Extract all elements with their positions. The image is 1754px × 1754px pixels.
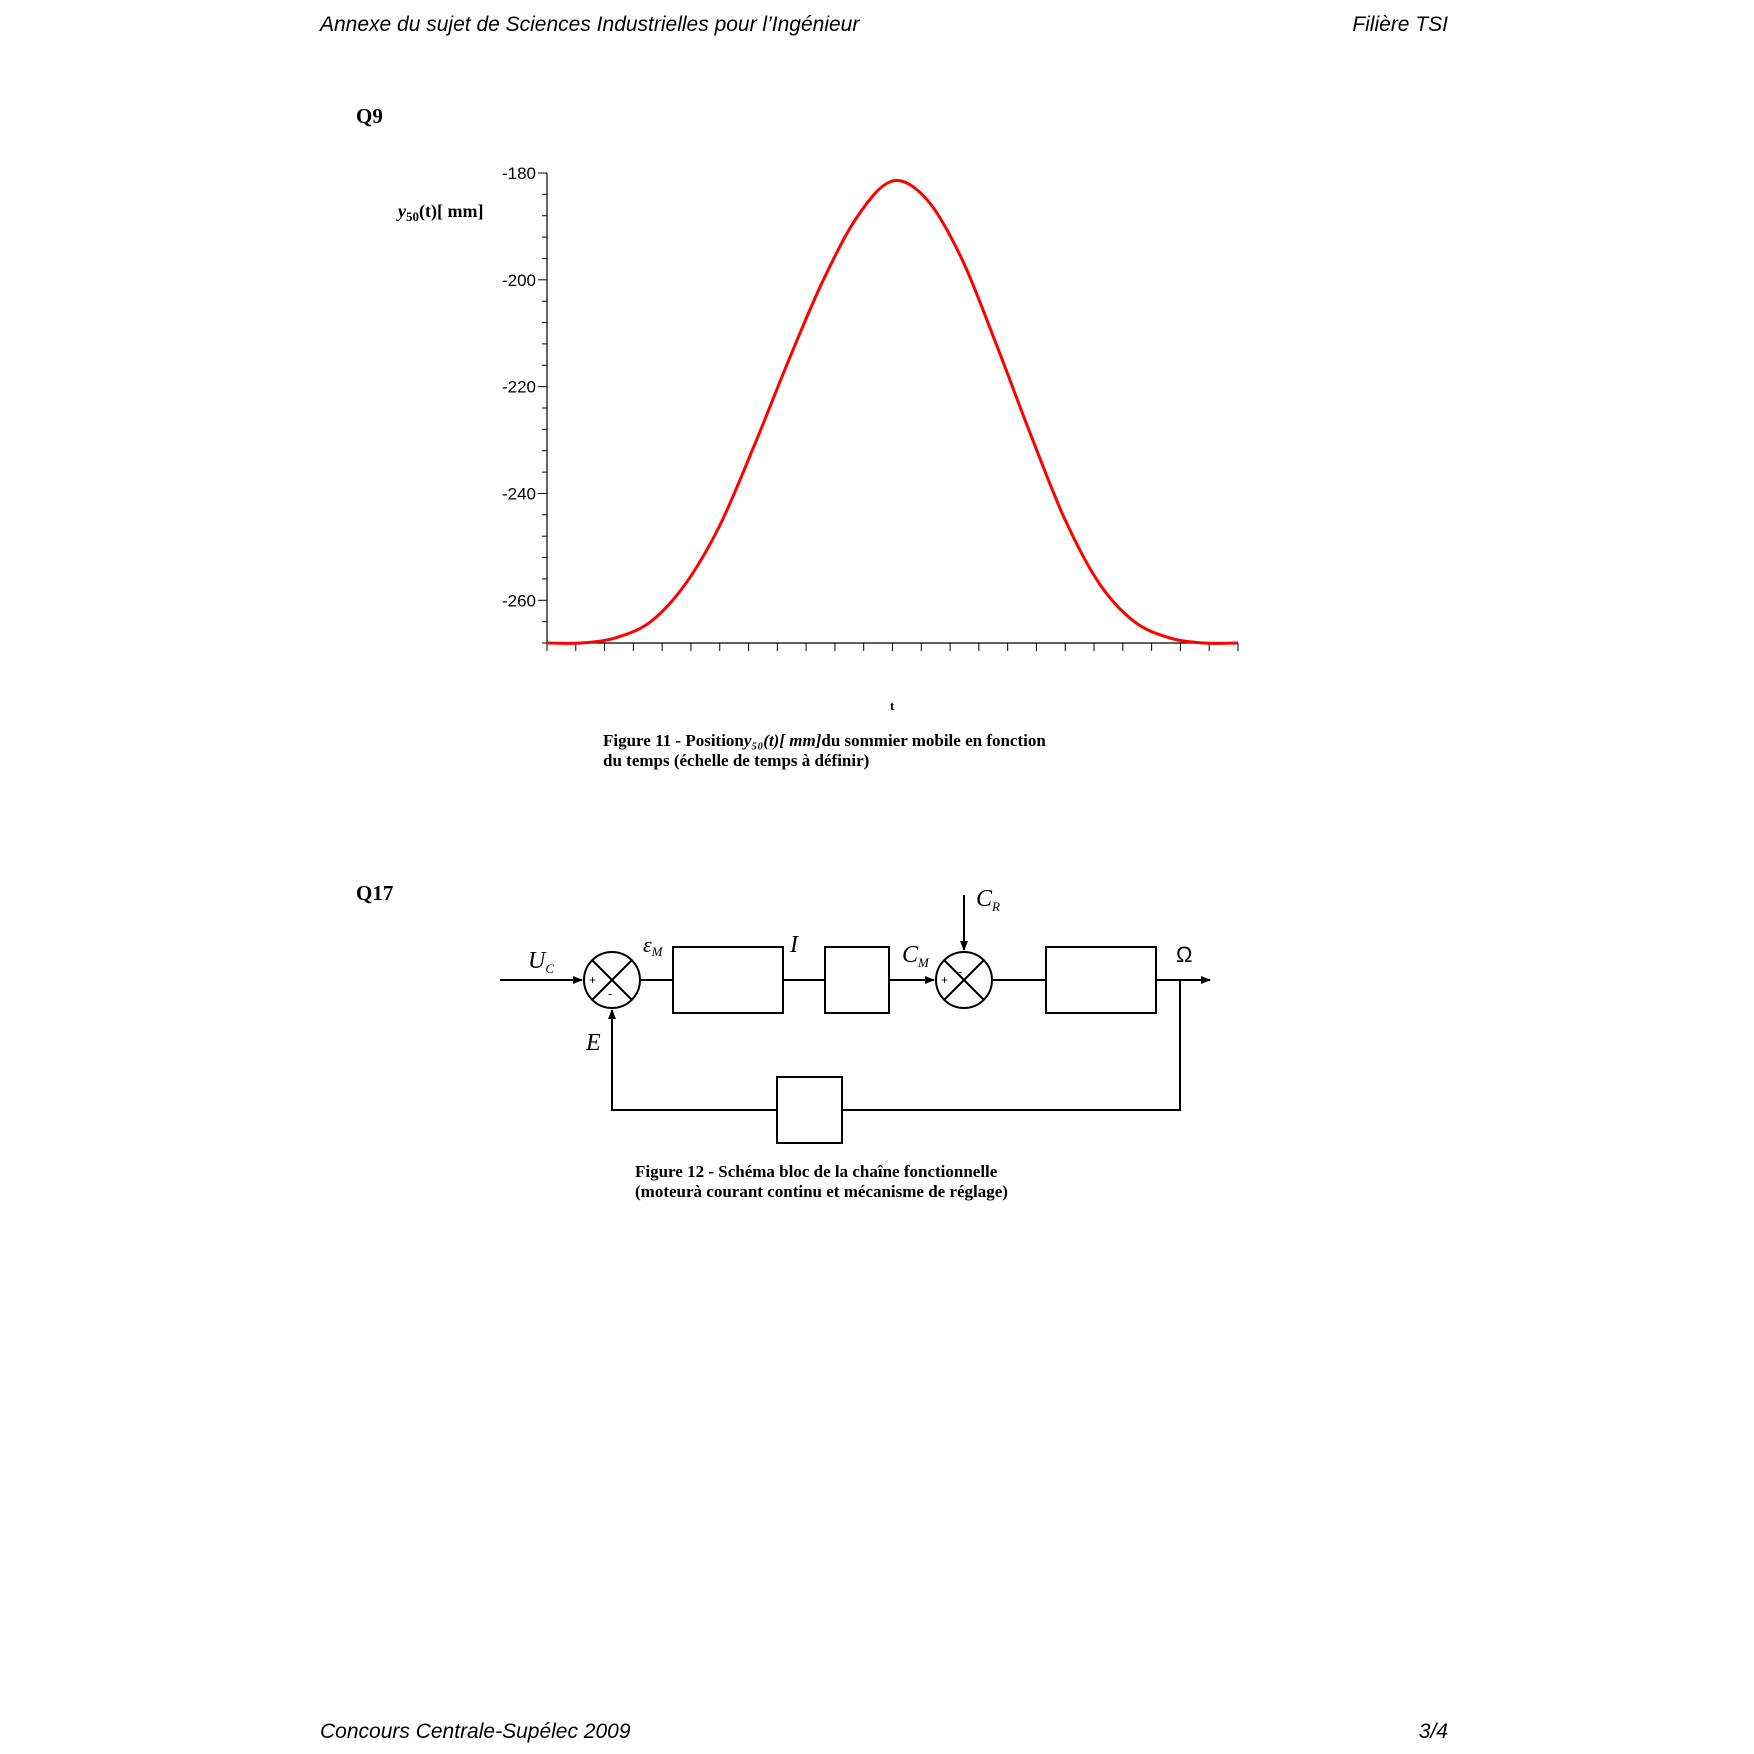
y-tick-label: -260 (501, 591, 536, 611)
junction1-plus: + (589, 973, 597, 987)
y-axis-label: $y_{50}(t)$[ mm] (398, 201, 484, 224)
block-1 (673, 947, 783, 1013)
position-chart (380, 150, 1260, 730)
figure-11-caption (603, 731, 1046, 771)
block-2 (825, 947, 889, 1013)
question-label-q9: Q9 (356, 104, 383, 128)
x-axis-label: t (890, 698, 895, 713)
figure-11-caption-expr: y₅₀(t)[ mm] (743, 731, 822, 750)
figure-11-caption-rest: du sommier mobile en fonction (821, 731, 1046, 750)
header-section: Filière TSI (1352, 13, 1448, 36)
figure-11-caption-start: Figure 11 - Position (603, 731, 744, 750)
chart-axes (547, 173, 1238, 643)
y-tick-label: -240 (501, 484, 536, 504)
uc-label: $U_C$ (528, 948, 555, 976)
chart-x-ticks (547, 643, 1238, 651)
cm-label: $C_M$ (902, 942, 929, 970)
block-3 (1046, 947, 1156, 1013)
footer-contest: Concours Centrale-Supélec 2009 (320, 1720, 631, 1743)
figure-12-caption-line2: (moteurà courant continu et mécanisme de réglage) (635, 1182, 1008, 1201)
cr-label: $C_R$ (976, 886, 1000, 914)
feedback-line-left (612, 1010, 777, 1110)
chart-y-ticks (502, 164, 547, 643)
block-diagram (480, 880, 1240, 1150)
junction2-plus: + (941, 973, 949, 987)
y-tick-label: -200 (501, 270, 536, 290)
figure-11-caption-line2: du temps (échelle de temps à définir) (603, 751, 870, 770)
figure-12-caption (635, 1162, 1008, 1202)
i-label: I (790, 932, 798, 958)
eps-label: εM (643, 932, 663, 959)
question-label-q17: Q17 (356, 881, 394, 905)
omega-label: Ω (1176, 942, 1193, 967)
footer-page-number: 3/4 (1418, 1720, 1448, 1743)
junction2-minus: - (958, 964, 963, 979)
y-tick-label: -220 (501, 377, 536, 397)
figure-12-caption-line1: Figure 12 - Schéma bloc de la chaîne fonctionnelle (635, 1162, 998, 1181)
e-label: E (586, 1030, 601, 1056)
chart-series (547, 181, 1238, 644)
y-tick-label: -180 (501, 164, 536, 183)
junction1-minus: - (608, 986, 613, 1001)
series-line-y50 (547, 181, 1238, 644)
feedback-block (777, 1077, 842, 1143)
header-title: Annexe du sujet de Sciences Industrielles pour l’Ingénieur (320, 13, 860, 36)
